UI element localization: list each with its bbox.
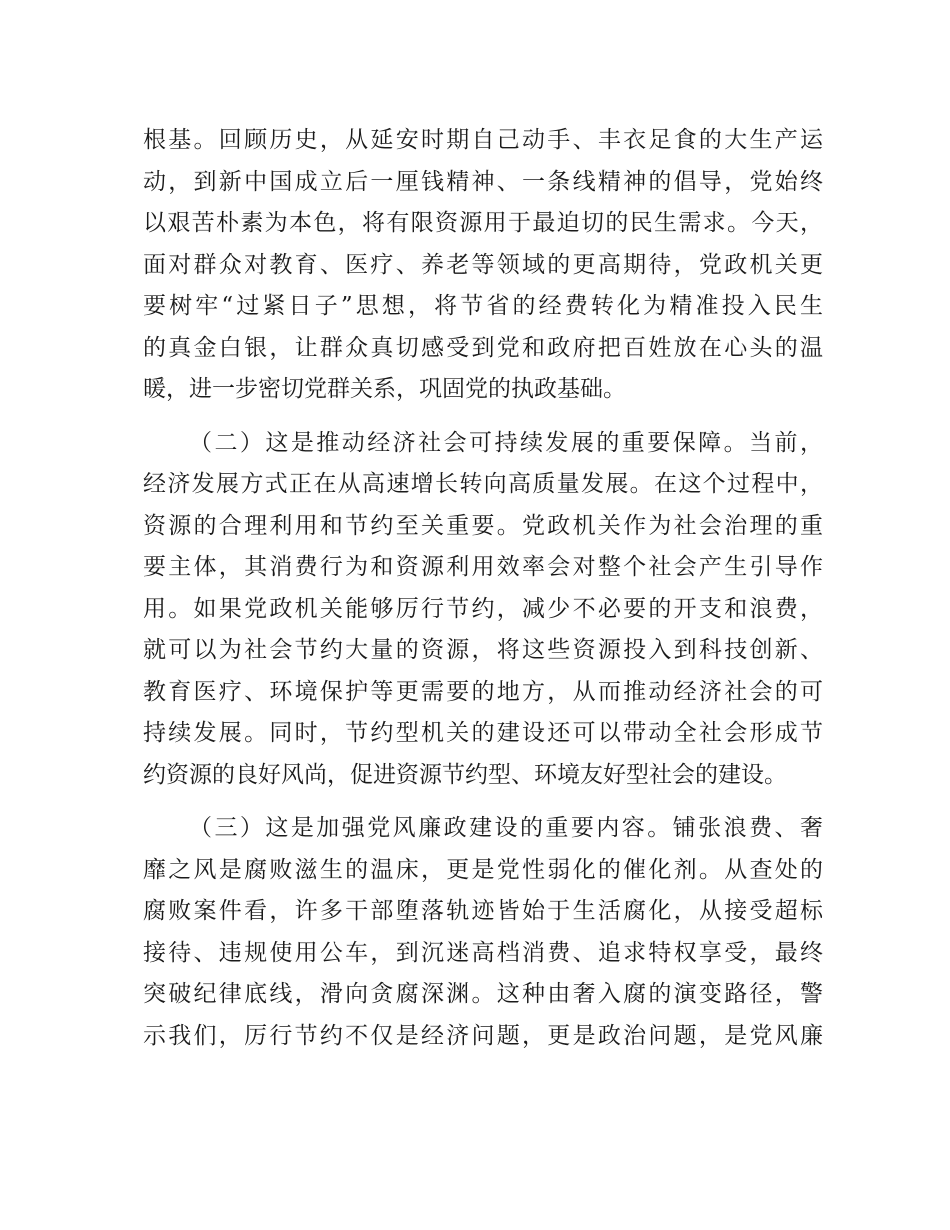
text-line: 经济发展方式正在从高速增长转向高质量发展。在这个过程中， xyxy=(143,471,823,497)
paragraph-1 xyxy=(143,120,823,411)
text-line: 靡之风是腐败滋生的温床，更是党性弱化的催化剂。从查处的 xyxy=(143,856,823,883)
text-line: 根基。回顾历史，从延安时期自己动手、丰衣足食的大生产运 xyxy=(143,127,823,153)
text-line: 资源的合理利用和节约至关重要。党政机关作为社会治理的重 xyxy=(143,512,823,539)
text-line: （三）这是加强党风廉政建设的重要内容。铺张浪费、奢 xyxy=(189,815,823,841)
text-line: 腐败案件看，许多干部堕落轨迹皆始于生活腐化，从接受超标 xyxy=(143,898,823,924)
text-line: 面对群众对教育、医疗、养老等领域的更高期待，党政机关更 xyxy=(143,251,823,278)
text-line: 的真金白银，让群众真切感受到党和政府把百姓放在心头的温 xyxy=(143,334,823,361)
text-line: 突破纪律底线，滑向贪腐深渊。这种由奢入腐的演变路径，警 xyxy=(143,981,823,1007)
body-text xyxy=(143,120,823,1069)
text-line: 动，到新中国成立后一厘钱精神、一条线精神的倡导，党始终 xyxy=(143,168,823,195)
text-line: 接待、违规使用公车，到沉迷高档消费、追求特权享受，最终 xyxy=(143,939,823,966)
text-line: 暖，进一步密切党群关系，巩固党的执政基础。 xyxy=(143,376,626,402)
text-line: 持续发展。同时，节约型机关的建设还可以带动全社会形成节 xyxy=(143,720,823,746)
text-line: 以艰苦朴素为本色，将有限资源用于最迫切的民生需求。今天， xyxy=(143,210,823,236)
text-line: 要主体，其消费行为和资源利用效率会对整个社会产生引导作 xyxy=(143,554,823,580)
text-line: 用。如果党政机关能够厉行节约，减少不必要的开支和浪费， xyxy=(143,595,823,622)
text-line: 就可以为社会节约大量的资源，将这些资源投入到科技创新、 xyxy=(143,637,823,663)
paragraph-3 xyxy=(143,808,823,1057)
text-line: （二）这是推动经济社会可持续发展的重要保障。当前， xyxy=(189,429,823,456)
text-line: 示我们，厉行节约不仅是经济问题，更是政治问题，是党风廉 xyxy=(143,1022,823,1049)
paragraph-2 xyxy=(143,423,823,797)
text-line: 教育医疗、环境保护等更需要的地方，从而推动经济社会的可 xyxy=(143,678,823,705)
text-line: 要树牢“过紧日子”思想，将节省的经费转化为精准投入民生 xyxy=(143,293,823,319)
text-line: 约资源的良好风尚，促进资源节约型、环境友好型社会的建设。 xyxy=(143,761,787,788)
